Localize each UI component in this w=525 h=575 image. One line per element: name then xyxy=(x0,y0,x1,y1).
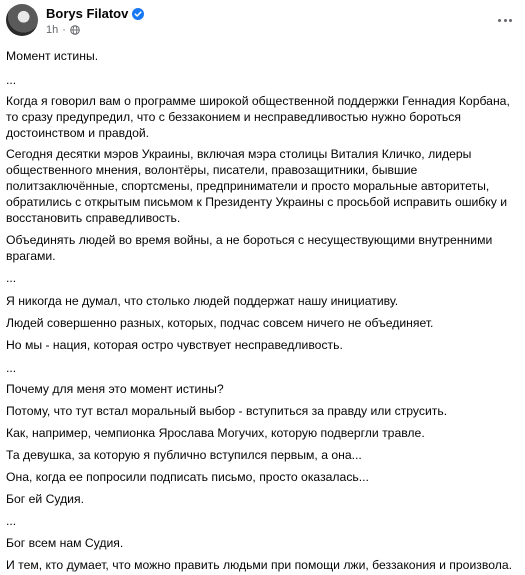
post-paragraph: Как, например, чемпионка Ярослава Могучих, которую подвергли травле. xyxy=(6,426,425,440)
post-paragraph: Я никогда не думал, что столько людей поддержат нашу инициативу. xyxy=(6,294,399,308)
post-paragraph: Когда я говорил вам о программе широкой общественной поддержки Геннадия Корбана, то сразу предупредил, что с беззаконием и несправедливостью нужно бороться достоинством и правдой. xyxy=(6,94,510,140)
post-timestamp[interactable]: 1h xyxy=(46,24,59,36)
post-paragraph: Людей совершенно разных, которых, подчас совсем ничего не объединяет. xyxy=(6,316,434,330)
post-paragraph: Почему для меня это момент истины? xyxy=(6,382,224,396)
post-paragraph: Но мы - нация, которая остро чувствует несправедливость. xyxy=(6,338,343,352)
verified-badge-icon xyxy=(132,8,144,20)
author-row xyxy=(46,6,144,21)
post-paragraph: Бог всем нам Судия. xyxy=(6,536,124,550)
post-paragraph: Та девушка, за которую я публично вступился первым, а она... xyxy=(6,448,362,462)
post-paragraph: ... xyxy=(6,271,17,285)
author-name[interactable]: Borys Filatov xyxy=(46,6,129,21)
author-avatar[interactable] xyxy=(6,4,38,36)
globe-icon[interactable] xyxy=(70,25,80,35)
post-paragraph: ... xyxy=(6,514,17,528)
post-paragraph: Сегодня десятки мэров Украины, включая мэра столицы Виталия Кличко, лидеры общественного мнения, волонтёры, писатели, правозащитники, бывшие политзаключённые, спортсмены, предприниматели и просто моральные авторитеты, обратились с открытым письмом к Президенту Украины с просьбой исправить ошибку и восстановить справедливость. xyxy=(6,147,508,225)
post-paragraph: Она, когда ее попросили подписать письмо, просто оказалась... xyxy=(6,470,369,484)
post-meta xyxy=(46,24,80,36)
post-paragraph: Потому, что тут встал моральный выбор - вступиться за правду или струсить. xyxy=(6,404,448,418)
post-paragraph: Бог ей Судия. xyxy=(6,492,84,506)
post-paragraph: Объединять людей во время войны, а не бороться с несуществующими внутренними врагами. xyxy=(6,233,493,263)
meta-separator: · xyxy=(62,24,66,36)
post-paragraph: ... xyxy=(6,73,17,87)
post-paragraph: И тем, кто думает, что можно править людьми при помощи лжи, беззакония и произвола. xyxy=(6,558,512,572)
post-paragraph: ... xyxy=(6,361,17,375)
post-paragraph: Момент истины. xyxy=(6,49,99,63)
more-options-icon[interactable] xyxy=(495,10,515,30)
post-header xyxy=(6,4,519,42)
